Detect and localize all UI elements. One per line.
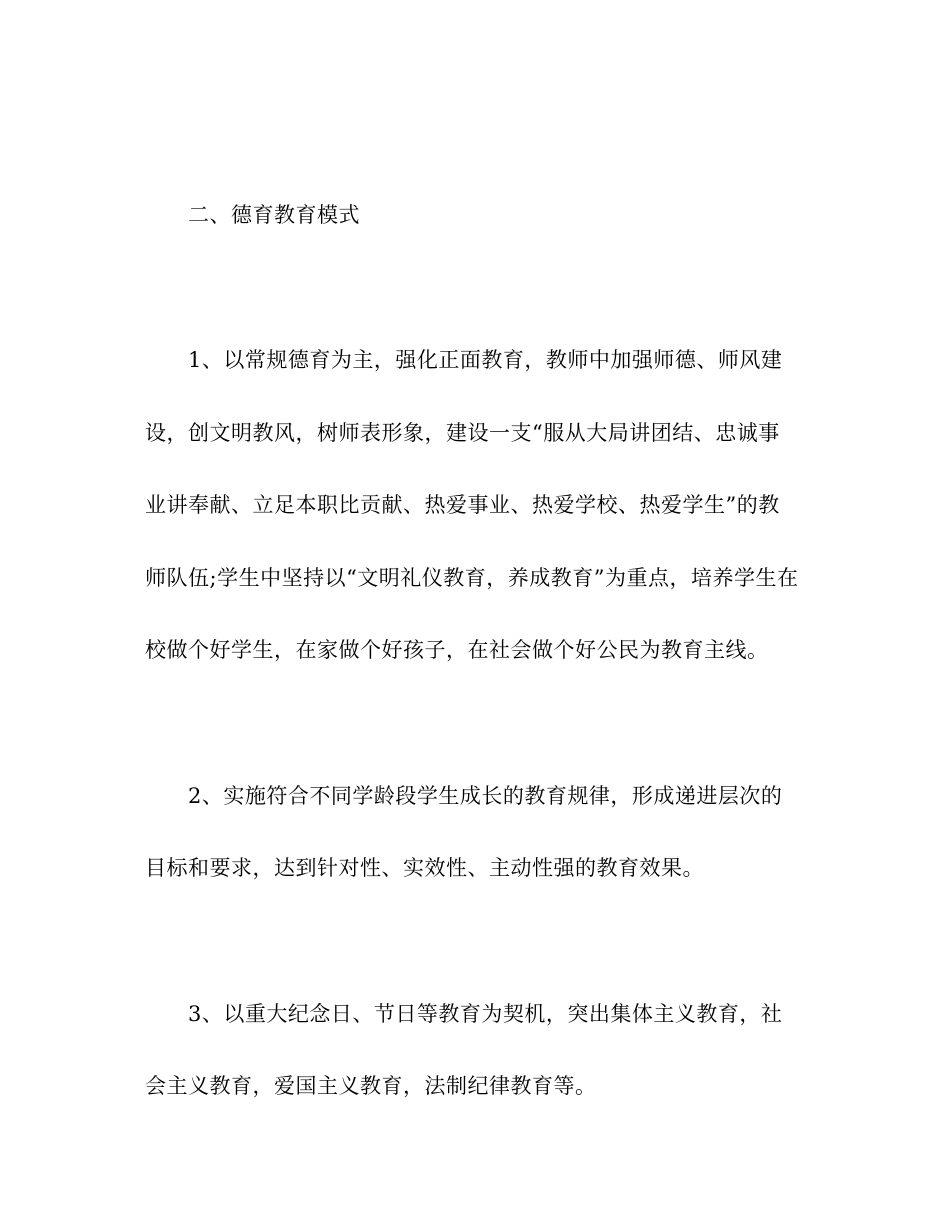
- section-heading: 二、德育教育模式: [188, 203, 360, 227]
- paragraph-line: 目标和要求，达到针对性、实效性、主动性强的教育效果。: [145, 856, 704, 880]
- paragraph-line: 会主义教育，爱国主义教育，法制纪律教育等。: [145, 1074, 597, 1098]
- paragraph-line: 1、以常规德育为主，强化正面教育，教师中加强师德、师风建: [188, 348, 783, 372]
- paragraph-line: 设，创文明教风，树师表形象，建设一支“服从大局讲团结、忠诚事: [145, 421, 780, 445]
- paragraph-line: 师队伍;学生中坚持以“文明礼仪教育，养成教育”为重点，培养学生在: [145, 566, 799, 590]
- paragraph-line: 校做个好学生，在家做个好孩子，在社会做个好公民为教育主线。: [145, 638, 769, 662]
- paragraph-line: 3、以重大纪念日、节日等教育为契机，突出集体主义教育，社: [188, 1002, 783, 1026]
- paragraph-line: 2、实施符合不同学龄段学生成长的教育规律，形成递进层次的: [188, 784, 783, 808]
- paragraph-line: 业讲奉献、立足本职比贡献、热爱事业、热爱学校、热爱学生”的教: [145, 493, 780, 517]
